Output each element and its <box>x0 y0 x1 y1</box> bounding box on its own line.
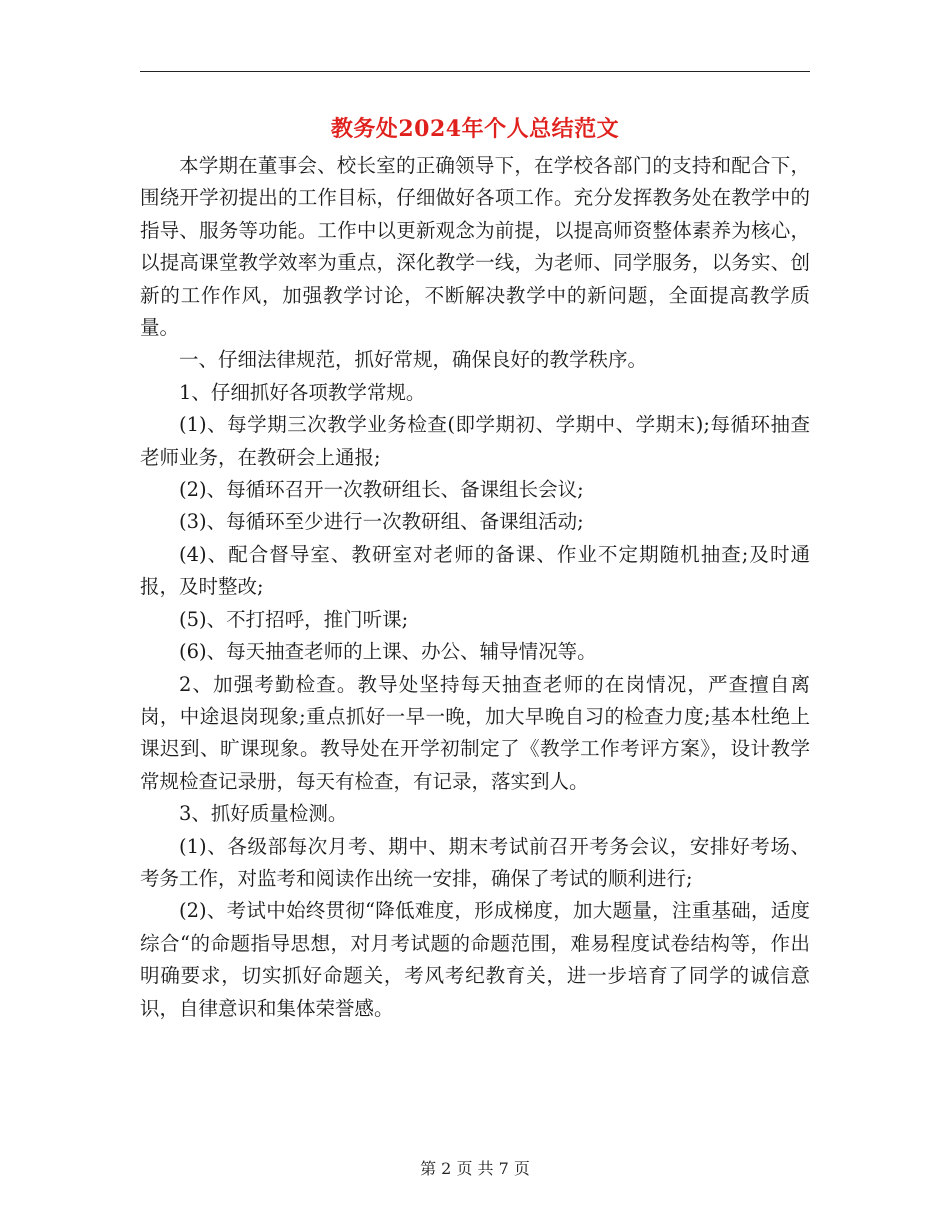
document-body <box>140 150 810 1025</box>
list-item: (2)、每循环召开一次教研组长、备课组长会议; <box>179 478 584 502</box>
list-item: (4)、配合督导室、教研室对老师的备课、作业不定期随机抽查;及时通报，及时整改; <box>140 542 810 599</box>
list-item: (3)、每循环至少进行一次教研组、备课组活动; <box>179 510 584 534</box>
list-item: (1)、各级部每次月考、期中、期末考试前召开考务会议，安排好考场、考务工作，对监考和阅读作出统一安排，确保了考试的顺利进行; <box>140 834 810 890</box>
header-rule <box>140 71 810 72</box>
paragraph: 本学期在董事会、校长室的正确领导下，在学校各部门的支持和配合下，围绕开学初提出的工作目标，仔细做好各项工作。充分发挥教务处在教学中的指导、服务等功能。工作中以更新观念为前提，以提高师资整体素养为核心，以提高课堂教学效率为重点，深化教学一线，为老师、同学服务，以务实、创新的工作作风，加强教学讨论，不断解决教学中的新问题，全面提高教学质量。 <box>140 154 810 340</box>
list-item: (5)、不打招呼，推门听课; <box>179 607 409 631</box>
list-item: (1)、每学期三次教学业务检查(即学期初、学期中、学期末);每循环抽查老师业务，在教研会上通报; <box>140 413 810 469</box>
subsection-heading: 3、抓好质量检测。 <box>179 802 348 826</box>
section-heading: 一、仔细法律规范，抓好常规，确保良好的教学秩序。 <box>179 348 648 372</box>
paragraph: 2、加强考勤检查。教导处坚持每天抽查老师的在岗情况，严查擅自离岗，中途退岗现象;重点抓好一早一晚，加大早晚自习的检查力度;基本杜绝上课迟到、旷课现象。教导处在开学初制定了《教学工作考评方案》，设计教学常规检查记录册，每天有检查，有记录，落实到人。 <box>140 672 810 793</box>
list-item: (6)、每天抽查老师的上课、办公、辅导情况等。 <box>179 640 597 664</box>
page-number: 第 2 页 共 7 页 <box>420 1159 530 1178</box>
document-title: 教务处2024年个人总结范文 <box>330 116 620 142</box>
list-item: (2)、考试中始终贯彻“降低难度，形成梯度，加大题量，注重基础，适度综合“的命题指导思想，对月考试题的命题范围，难易程度试卷结构等，作出明确要求，切实抓好命题关，考风考纪教育关，进一步培育了同学的诚信意识，自律意识和集体荣誉感。 <box>140 899 810 1020</box>
subsection-heading: 1、仔细抓好各项教学常规。 <box>179 380 426 404</box>
